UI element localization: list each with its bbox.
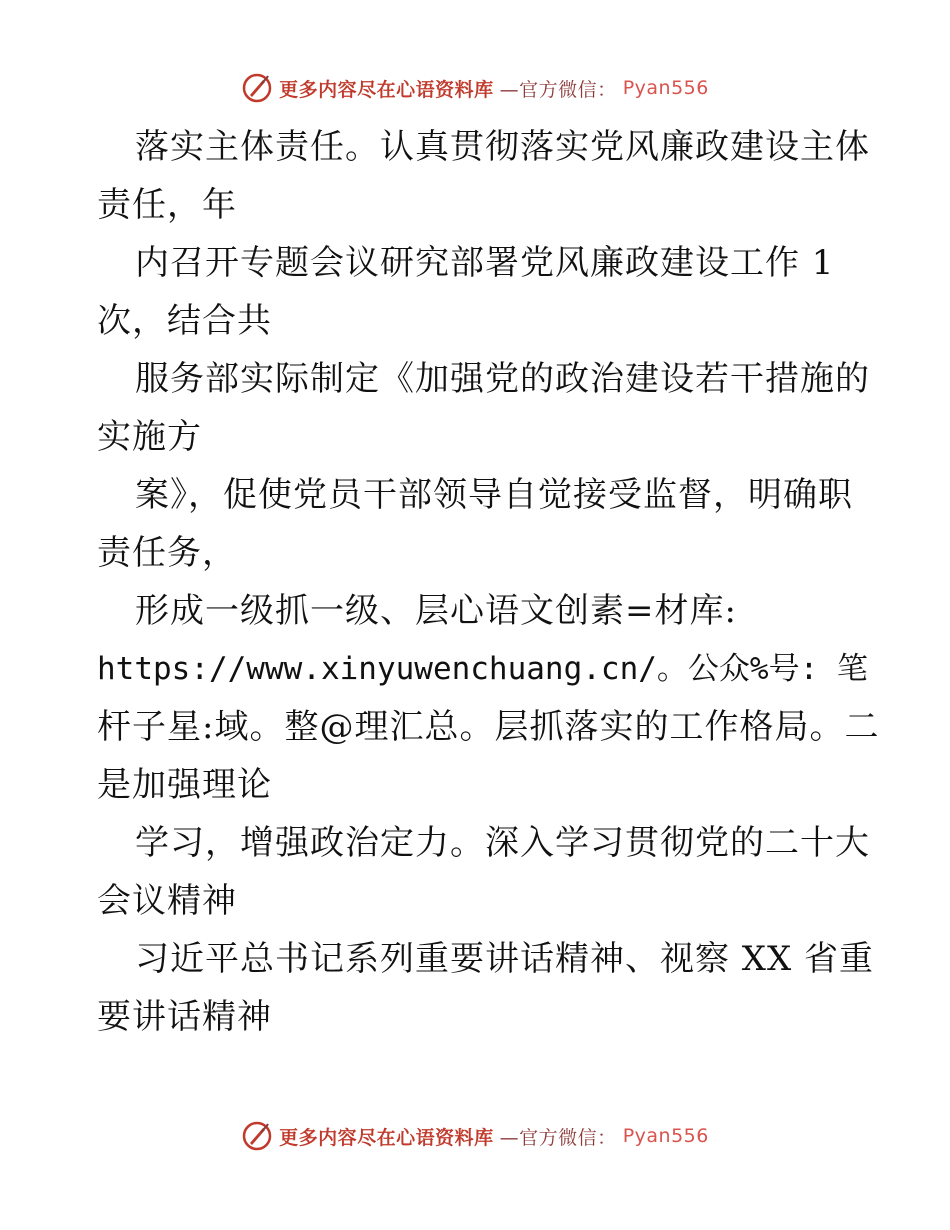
banner-wechat-label: —官方微信：	[499, 1126, 617, 1149]
body-line: 服务部实际制定《加强党的政治建设若干措施的	[135, 359, 870, 399]
header-watermark-banner	[0, 72, 950, 104]
quill-logo-icon	[241, 1120, 273, 1152]
body-line: 责任，年	[97, 185, 237, 225]
banner-wechat-id: Pyan556	[622, 1125, 709, 1147]
body-line: 实施方	[97, 417, 202, 457]
body-line: 次，结合共	[97, 301, 272, 341]
document-body	[97, 118, 880, 1046]
banner-site-name: 更多内容尽在心语资料库	[279, 1126, 494, 1149]
banner-wechat-label: —官方微信：	[499, 78, 617, 101]
footer-watermark-banner	[0, 1120, 950, 1152]
body-line: 杆子星:域。整@理汇总。层抓落实的工作格局。二	[97, 707, 880, 747]
banner-site-name: 更多内容尽在心语资料库	[279, 78, 494, 101]
body-line: 要讲话精神	[97, 997, 272, 1037]
quill-logo-icon	[241, 72, 273, 104]
body-line: 是加强理论	[97, 765, 272, 805]
body-line: 学习，增强政治定力。深入学习贯彻党的二十大	[135, 823, 870, 863]
banner-wechat-id: Pyan556	[622, 77, 709, 99]
body-line: 落实主体责任。认真贯彻落实党风廉政建设主体	[135, 127, 870, 167]
body-line: 案》，促使党员干部领导自觉接受监督，明确职	[135, 475, 853, 515]
body-line: 责任务，	[97, 533, 237, 573]
body-line: 会议精神	[97, 881, 237, 921]
body-line-url: https://www.xinyuwenchuang.cn/。公众%号: 笔	[97, 651, 868, 687]
body-line: 内召开专题会议研究部署党风廉政建设工作 1	[135, 243, 835, 283]
body-line: 形成一级抓一级、层心语文创素=材库:	[135, 591, 737, 631]
body-line: 习近平总书记系列重要讲话精神、视察 XX 省重	[135, 939, 875, 979]
